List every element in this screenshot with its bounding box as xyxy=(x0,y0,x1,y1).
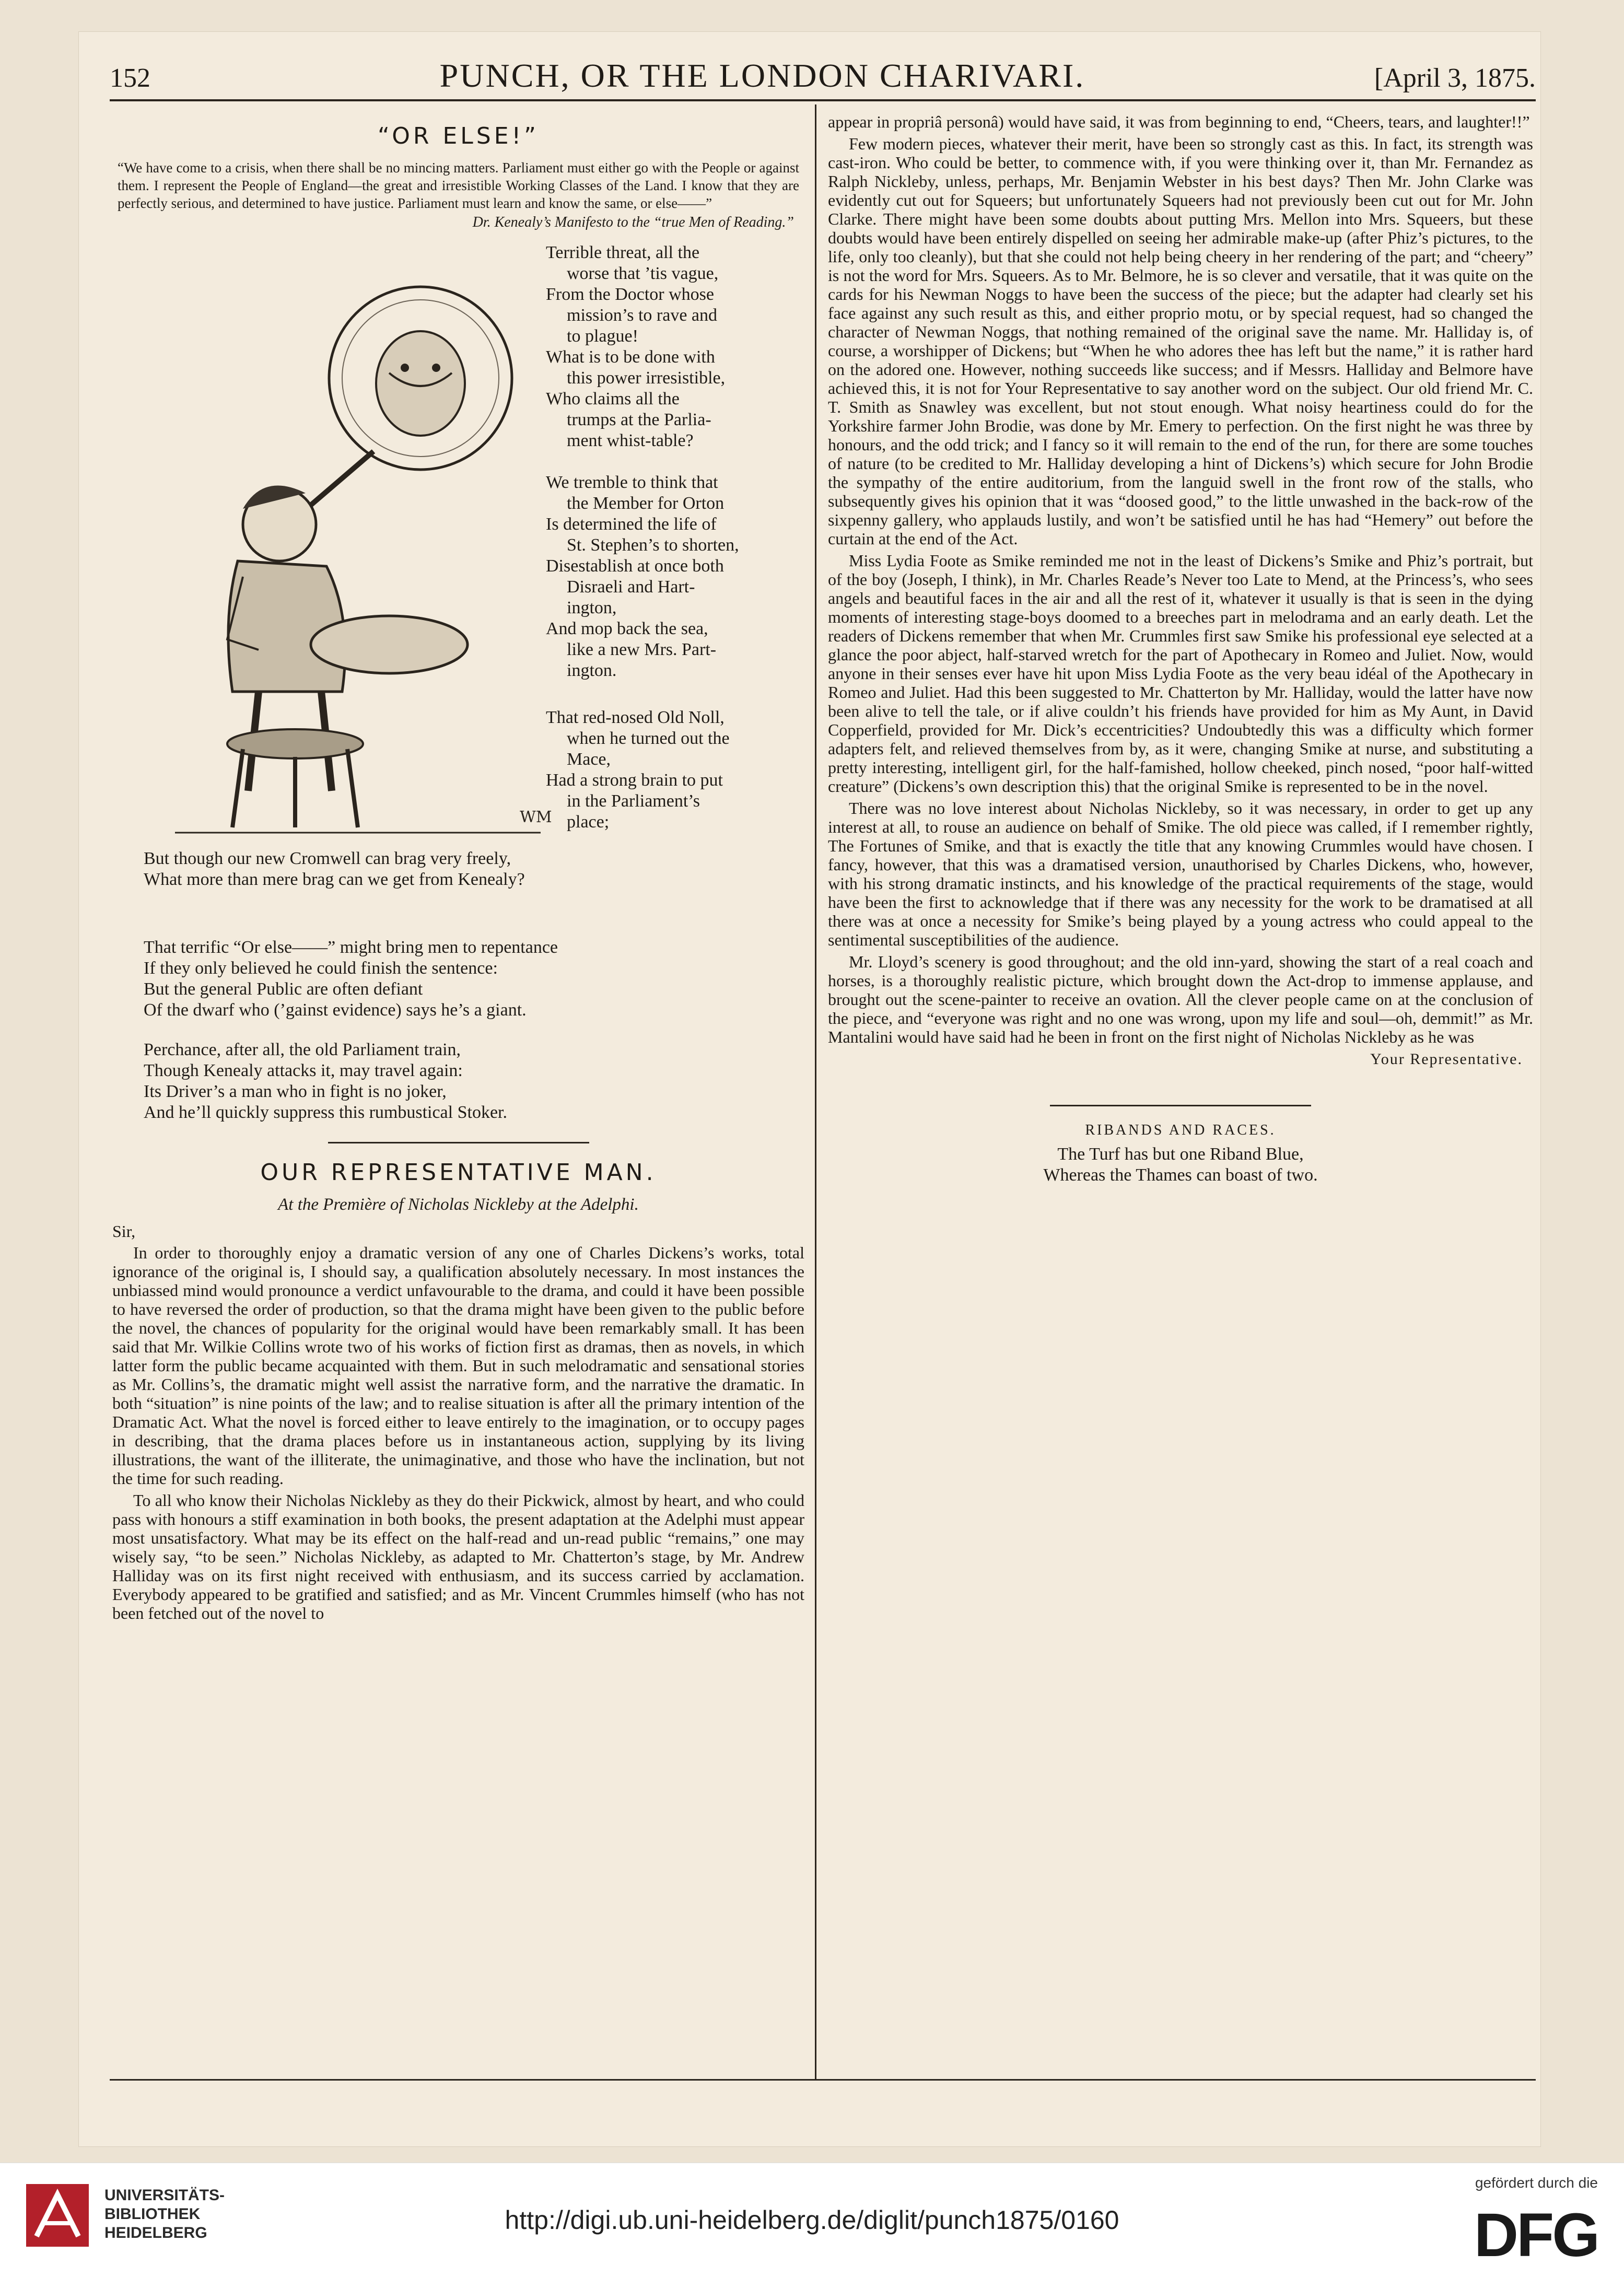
article-paragraph: Few modern pieces, whatever their merit, have been so strongly cast as this. In fact, its strength was cast-iron. Who could be better, to commence with, if you were thinking over it, than Mr. Fernandez as Ralph Nickleby, unless, perhaps, Mr. Benjamin Webster in his best days? Then Mr. John Clarke was evidently cut out for Squeers; but unfortunately Squeers had not previously been cut out for Mr. John Clarke. There might have been some doubts about putting Mrs. Mellon into Mrs. Squeers, but these doubts would have been entirely dispelled on seeing her admirable make-up (after Phiz’s pictures, to the life, only too cleanly), but that she could not help being cheery in her rendering of the part; and “cheery” is not the word for Mrs. Squeers. As to Mr. Belmore, he is so clever and versatile, that it was quite on the cards for his Newman Noggs to have been the success of the piece; but the adapter had clearly set his face against any such result as this, and either proprio motu, or by special request, had so changed the character of Newman Noggs, that nothing remained of the original save the name. Mr. Halliday is, of course, a worshipper of Dickens; but “When he who adores thee has left but the name,” it is rather hard on the adored one. However, nothing succeeds like success; and if Messrs. Halliday and Belmore have achieved this, it is not for Your Representative to say another word on the subject. Our old friend Mr. C. T. Smith as Snawley was excellent, but not stout enough. What noisy heartiness could do for the Yorkshire farmer John Brodie, was done by Mr. Emery to perfection. On the first night he was three by honours, and the odd trick; and I fancy so it will remain to the end of the run, for there are some touches of nature (to be credited to Mr. Halliday developing a hint of Dickens’s) which secure for John Brodie the sympathy of the entire auditorium, from the languid swell in the front row of the stalls, who subsequently gives his opinion that it was “doosed good,” to the little unwashed in the back-row of the sixpenny gallery, who applauds lustily, and won’t be satisfied until he has had “Hemery” out before the curtain at the end of the Act. xyxy=(828,134,1533,548)
dfg-logo: DFG xyxy=(1474,2201,1598,2270)
poem-line: We tremble to think that xyxy=(546,473,718,492)
poem-line: Perchance, after all, the old Parliament train, xyxy=(144,1040,461,1059)
article-title: OUR REPRESENTATIVE MAN. xyxy=(260,1159,657,1186)
poem-line: Is determined the life of xyxy=(546,515,717,534)
poem-line: place; xyxy=(567,812,610,832)
poem-line: Disestablish at once both xyxy=(546,556,724,576)
article-paragraph: Miss Lydia Foote as Smike reminded me not in the least of Dickens’s Smike and Phiz’s portrait, but of the boy (Joseph, I think), in Mr. Charles Reade’s Never too Late to Mend, at the Princess’s, who sees angels and beautiful faces in the air and all the rest of it, whatever it usually is that is seen in the dying moments of interesting stage-boys doomed to a breeches part in melodrama and an early death. Let the readers of Dickens remember that when Mr. Crummles first saw Smike his professional eye selected at a glance the poor abject, half-starved wretch for the part of Apothecary in Romeo and Juliet. Now, would anyone in their senses ever have hit upon Miss Lydia Foote as the very beau idéal of the Apothecary in Romeo and Juliet. Had this been suggested to Mr. Chatterton by Mr. Halliday, would the latter have now been alive to tell the tale, or if alive couldn’t his friends have provided for him as My Aunt, in David Copperfield, provided for Mr. Dick’s eccentricities? Undoubtedly this was a difficulty which former adapters felt, and relieved themselves from by, as it were, changing Smike at nurse, and substituting a pretty interesting, intelligent girl, for the half-famished, hollow cheeked, pinch nosed, “poor half-witted creature” (Dickens’s own description this) that the original Smike is represented to be in the novel. xyxy=(828,551,1533,796)
poem-line: But though our new Cromwell can brag very freely, xyxy=(144,849,511,868)
bottom-rule xyxy=(110,2079,1536,2081)
poem-line: ington. xyxy=(567,661,617,680)
article-paragraph: appear in propriâ personâ) would have said, it was from beginning to end, “Cheers, tears, and laughter!!” xyxy=(828,112,1530,131)
page-number: 152 xyxy=(110,63,150,93)
right-column xyxy=(828,112,1533,1186)
poem-line: What is to be done with xyxy=(546,347,715,367)
poem-stanza-5 xyxy=(144,1040,804,1123)
column-divider xyxy=(815,104,816,2079)
article-signature: Your Representative. xyxy=(1370,1050,1523,1068)
illustration-signature: WM xyxy=(520,808,552,826)
article-paragraph: To all who know their Nicholas Nickleby as they do their Pickwick, almost by heart, and who could pass with honours a stiff examination in both books, the present adaptation at the Adelphi must appear most unsatisfactory. What may be its effect on the half-read and un-read public “remains,” one may wisely say, “to be seen.” Nicholas Nickleby, as adapted to Mr. Chatterton’s stage, by Mr. Andrew Halliday was on its first night received with enthusiasm, and its success carried by acclamation. Everybody appeared to be gratified and satisfied; and as Mr. Vincent Crummles himself (who has not been fetched out of the novel to xyxy=(112,1491,804,1622)
poem-line: worse that ’tis vague, xyxy=(567,264,719,283)
poem-line: That terrific “Or else——” might bring men to repentance xyxy=(144,938,558,957)
poem-line: Who claims all the xyxy=(546,389,680,408)
poem-line: St. Stephen’s to shorten, xyxy=(567,535,739,555)
poem-continued xyxy=(144,937,804,1123)
library-name-line: UNIVERSITÄTS- xyxy=(104,2187,225,2204)
funder-label: gefördert durch die xyxy=(1475,2175,1598,2191)
poem-line: ment whist-table? xyxy=(567,431,694,450)
ribands-line: The Turf has but one Riband Blue, xyxy=(1057,1145,1304,1164)
article-subtitle: At the Première of Nicholas Nickleby at the Adelphi. xyxy=(278,1195,639,1214)
poem-line: Though Kenealy attacks it, may travel again: xyxy=(144,1061,463,1080)
poem-with-illustration xyxy=(112,242,804,937)
poem-line: And he’ll quickly suppress this rumbustical Stoker. xyxy=(144,1103,507,1122)
cartoon-illustration xyxy=(144,242,577,843)
page-header xyxy=(110,56,1536,93)
article-body-right xyxy=(828,112,1533,1046)
ribands-line: Whereas the Thames can boast of two. xyxy=(1043,1165,1318,1185)
poem-line: like a new Mrs. Part- xyxy=(567,640,717,659)
poem-line: Had a strong brain to put xyxy=(546,770,723,790)
poem-stanza-3-end xyxy=(144,848,525,890)
poem-line: to plague! xyxy=(567,326,638,346)
poem-line: What more than mere brag can we get from Kenealy? xyxy=(144,870,525,889)
library-name-line: BIBLIOTHEK xyxy=(104,2205,201,2223)
poem-stanza-2 xyxy=(546,472,807,681)
masthead-title: PUNCH, OR THE LONDON CHARIVARI. xyxy=(439,57,1085,94)
article-paragraph: There was no love interest about Nicholas Nickleby, so it was necessary, in order to get up any interest at all, to rouse an audience on behalf of Smike. The old piece was called, if I remember rightly, The Fortunes of Smike, and that is exactly the title that any knowing Crummles would have chosen. I fancy, however, that this was a dramatised version, unauthorised by Charles Dickens, who, however, with his strong dramatic instincts, and his knowledge of the practical requirements of the stage, would have been the first to acknowledge that if there was any necessity for the work to be dramatised at all there was at once a necessity for Smike’s being played by a young actress who could appeal to the sentimental susceptibilities of the audience. xyxy=(828,799,1533,949)
digitization-footer xyxy=(0,2163,1624,2277)
poem-line: Its Driver’s a man who in fight is no joker, xyxy=(144,1082,447,1101)
ribands-title: RIBANDS AND RACES. xyxy=(1085,1122,1276,1138)
left-column xyxy=(112,112,804,1626)
poem-line: And mop back the sea, xyxy=(546,619,708,638)
poem-line: when he turned out the xyxy=(567,729,730,748)
poem-line: in the Parliament’s xyxy=(567,791,700,811)
poem-line: Mace, xyxy=(567,750,611,769)
poem-line: Terrible threat, all the xyxy=(546,243,700,262)
poem-line: the Member for Orton xyxy=(567,494,725,513)
issue-date: [April 3, 1875. xyxy=(1374,63,1536,93)
section-rule xyxy=(328,1142,589,1143)
poem-epigraph: “We have come to a crisis, when there shall be no mincing matters. Parliament must either go with the People or against them. I represent the People of England—the great and irresistible Working Classes of the Land. I know that they are perfectly serious, and determined to have justice. Parliament must learn and know the same, or else——” xyxy=(118,160,799,211)
article-paragraph: In order to thoroughly enjoy a dramatic version of any one of Charles Dickens’s works, total ignorance of the original is, I should say, a qualification absolutely necessary. In most instances the unbiassed mind would pronounce a verdict unfavourable to the drama, and could it have been possible to have reversed the order of production, so that the drama might have been given to the public before the novel, the chances of popularity for the original would have been remarkably small. It has been said that Mr. Wilkie Collins wrote two of his works of fiction first as dramas, then as novels, in which latter form the public became acquainted with them. But in such melodramatic and sensational stories as Mr. Collins’s, the dramatic might well assist the narrative form, and the narrative the dramatic. In both “situation” is nine points of the law; and to realise situation is after all the primary intention of the Dramatic Act. What the novel is forced either to leave entirely to the imagination, or to occupy pages in describing, that the drama places before us in instantaneous action, supplying by its living illustrations, the want of the illiterate, the unimaginative, and those who have the inclination, but not the time for such reading. xyxy=(112,1243,804,1488)
poem-line: this power irresistible, xyxy=(567,368,726,388)
poem-stanza-4 xyxy=(144,937,804,1021)
source-url-link[interactable]: http://digi.ub.uni-heidelberg.de/diglit/punch1875/0160 xyxy=(505,2205,1119,2235)
poem-line: trumps at the Parlia- xyxy=(567,410,711,429)
header-rule xyxy=(110,99,1536,101)
poem-stanza-1 xyxy=(546,242,807,451)
poem-line: From the Doctor whose xyxy=(546,285,715,304)
epigraph-source: Dr. Kenealy’s Manifesto to the “true Men of Reading.” xyxy=(472,214,794,230)
poem-line: If they only believed he could finish the sentence: xyxy=(144,959,498,978)
article-salutation: Sir, xyxy=(112,1222,136,1241)
poem-line: But the general Public are often defiant xyxy=(144,979,423,999)
poem-line: ington, xyxy=(567,598,617,617)
poem-line: That red-nosed Old Noll, xyxy=(546,708,725,727)
poem-line: mission’s to rave and xyxy=(567,306,718,325)
library-name-line: HEIDELBERG xyxy=(104,2224,207,2241)
poem-line: Disraeli and Hart- xyxy=(567,577,695,597)
poem-title: “OR ELSE!” xyxy=(378,123,539,149)
article-body-left xyxy=(112,1243,804,1622)
poem-line: Of the dwarf who (’gainst evidence) says he’s a giant. xyxy=(144,1000,527,1020)
poem-stanza-3 xyxy=(546,707,807,833)
article-paragraph: Mr. Lloyd’s scenery is good throughout; and the old inn-yard, showing the start of a real coach and horses, is a thoroughly realistic picture, which brought down the Act-drop to immense applause, and brought out the scene-painter to receive an ovation. All the clever people came on at the conclusion of the piece, and “everyone was right and no one was wrong, upon my life and soul—oh, demmit!” as Mr. Mantalini would have said had he been in front on the first night of Nicholas Nickleby as he was xyxy=(828,952,1533,1046)
section-rule xyxy=(1050,1105,1311,1106)
